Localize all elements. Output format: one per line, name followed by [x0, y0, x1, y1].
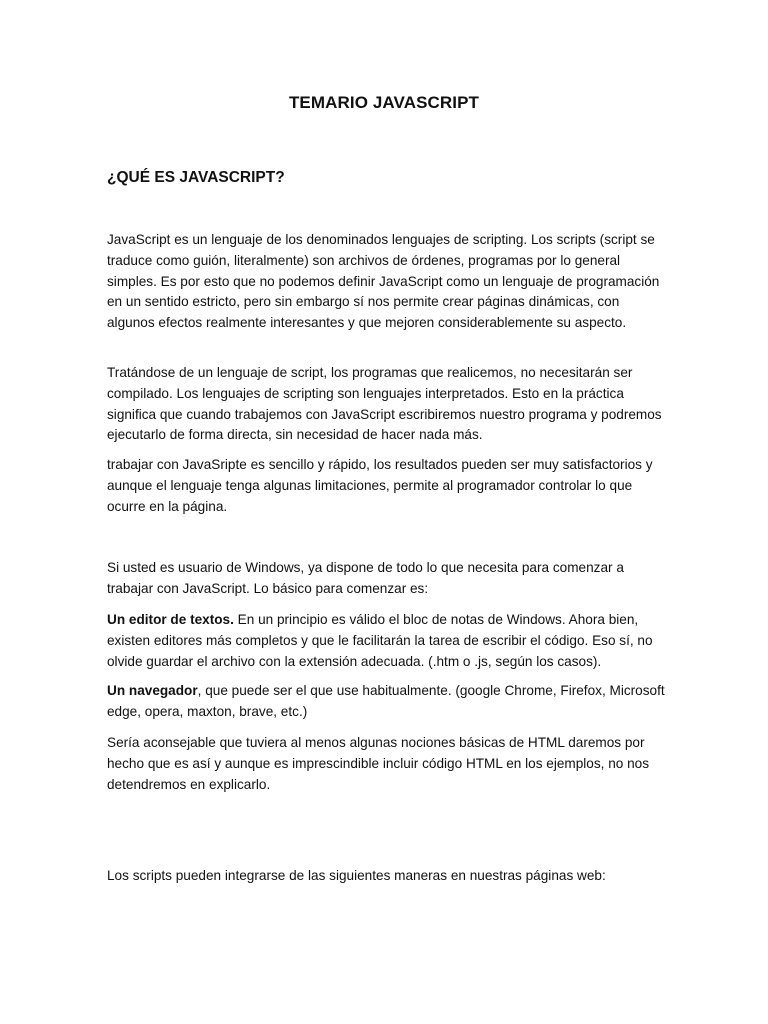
paragraph-text-editor [107, 610, 667, 672]
paragraph-requirements: Si usted es usuario de Windows, ya dispone de todo lo que necesita para comenzar a trabajar con JavaScript. Lo básico para comenzar es: [107, 560, 624, 596]
browser-body: , que puede ser el que use habitualmente. (google Chrome, Firefox, Microsoft edge, opera, maxton, brave, etc.) [107, 683, 665, 719]
text-editor-body: En un principio es válido el bloc de notas de Windows. Ahora bien, existen editores más completos y que le facilitarán la tarea de escribir el código. Eso sí, no olvide guardar el archivo con la extensión adecuada. (.htm o .js, según los casos). [107, 612, 653, 669]
paragraph-interpreted: Tratándose de un lenguaje de script, los programas que realicemos, no necesitarán ser compilado. Los lenguajes de scripting son lenguajes interpretados. Esto en la práctica significa que cuando trabajemos con JavaScript escribiremos nuestro programa y podremos ejecutarlo de forma directa, sin necesidad de hacer nada más. [107, 365, 662, 443]
paragraph-integration: Los scripts pueden integrarse de las siguientes maneras en nuestras páginas web: [107, 868, 606, 883]
paragraph-html-knowledge: Sería aconsejable que tuviera al menos algunas nociones básicas de HTML daremos por hecho que es así y aunque es imprescindible incluir código HTML en los ejemplos, no nos detendremos en explicarlo. [107, 735, 650, 792]
text-editor-lead: Un editor de textos. [107, 612, 234, 627]
paragraph-simplicity: trabajar con JavaSripte es sencillo y rápido, los resultados pueden ser muy satisfactorios y aunque el lenguaje tenga algunas limitaciones, permite al programador controlar lo que ocurre en la página. [107, 457, 653, 514]
paragraph-definition: JavaScript es un lenguaje de los denominados lenguajes de scripting. Los scripts (script se traduce como guión, literalmente) son archivos de órdenes, programas por lo general simples. Es por esto que no podemos definir JavaScript como un lenguaje de programación en un sentido estricto, pero sin embargo sí nos permite crear páginas dinámicas, con algunos efectos realmente interesantes y que mejoren considerablemente su aspecto. [107, 232, 660, 331]
paragraph-browser [107, 681, 667, 723]
section-heading: ¿QUÉ ES JAVASCRIPT? [107, 169, 285, 186]
browser-lead: Un navegador [107, 683, 198, 698]
document-title: TEMARIO JAVASCRIPT [288, 93, 480, 112]
